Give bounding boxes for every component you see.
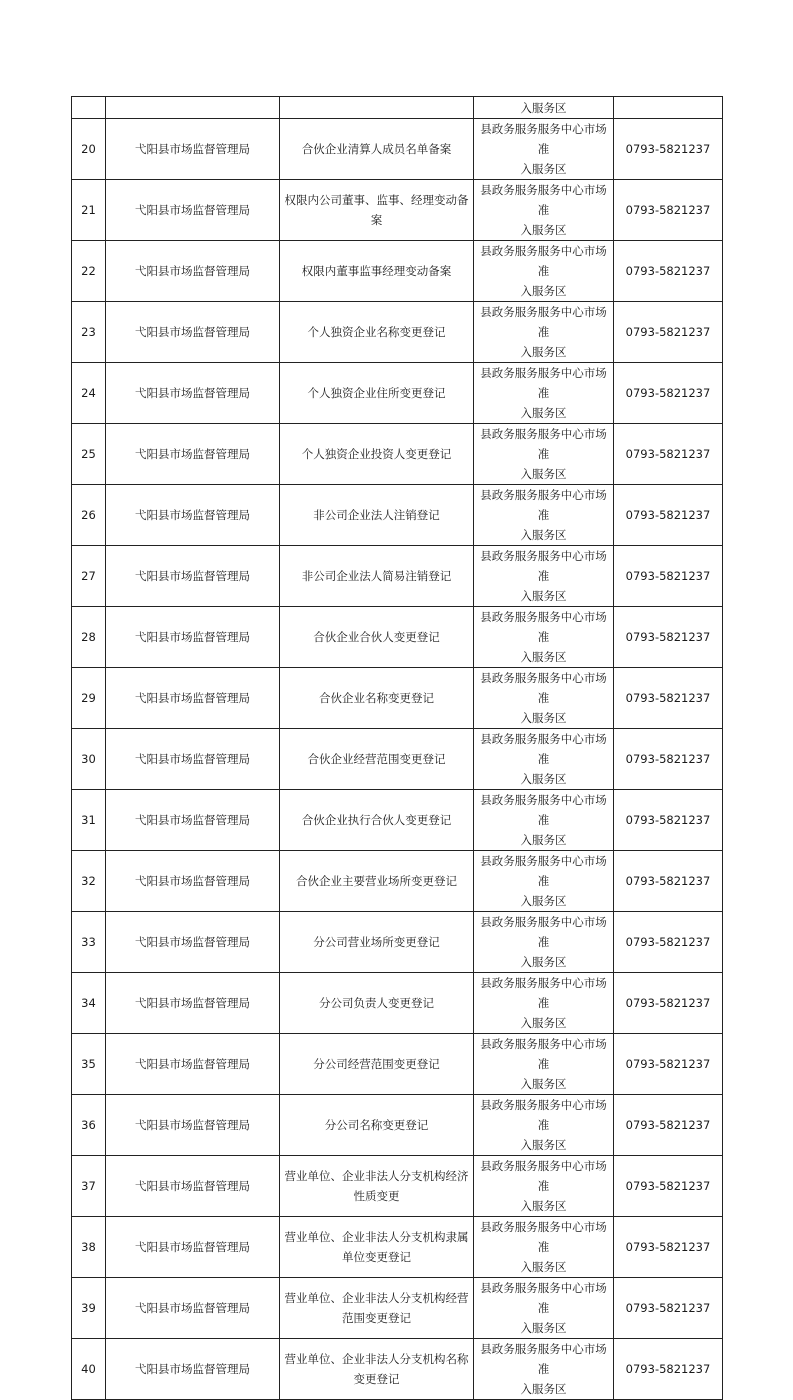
cell-item: 合伙企业合伙人变更登记 <box>280 607 474 668</box>
cell-item: 合伙企业名称变更登记 <box>280 668 474 729</box>
location-line-2: 入服务区 <box>520 894 567 908</box>
table-row <box>72 1217 723 1278</box>
cell-dept: 弋阳县市场监督管理局 <box>106 1339 280 1400</box>
cell-location <box>474 363 614 424</box>
location-line-2: 入服务区 <box>520 589 567 603</box>
cell-item: 合伙企业主要营业场所变更登记 <box>280 851 474 912</box>
cell-num: 26 <box>72 485 106 546</box>
location-line-1: 县政务服务服务中心市场准 <box>480 1098 607 1132</box>
location-line-2: 入服务区 <box>520 162 567 176</box>
cell-item: 合伙企业执行合伙人变更登记 <box>280 790 474 851</box>
cell-dept: 弋阳县市场监督管理局 <box>106 119 280 180</box>
location-line-2: 入服务区 <box>520 223 567 237</box>
cell-phone: 0793-5821237 <box>614 302 723 363</box>
cell-dept: 弋阳县市场监督管理局 <box>106 180 280 241</box>
location-line-1: 县政务服务服务中心市场准 <box>480 610 607 644</box>
cell-location <box>474 1034 614 1095</box>
cell-location <box>474 302 614 363</box>
table-row <box>72 790 723 851</box>
location-line-2: 入服务区 <box>520 955 567 969</box>
cell-item: 合伙企业清算人成员名单备案 <box>280 119 474 180</box>
location-line-1: 县政务服务服务中心市场准 <box>480 427 607 461</box>
table-row <box>72 241 723 302</box>
cell-phone: 0793-5821237 <box>614 424 723 485</box>
location-line-2: 入服务区 <box>520 650 567 664</box>
location-line-2: 入服务区 <box>520 1199 567 1213</box>
cell-phone: 0793-5821237 <box>614 1217 723 1278</box>
cell-phone: 0793-5821237 <box>614 485 723 546</box>
cell-dept: 弋阳县市场监督管理局 <box>106 912 280 973</box>
cell-dept: 弋阳县市场监督管理局 <box>106 485 280 546</box>
table-row <box>72 485 723 546</box>
location-line-2: 入服务区 <box>520 772 567 786</box>
cell-num: 37 <box>72 1156 106 1217</box>
cell-item <box>280 97 474 119</box>
location-line-1: 县政务服务服务中心市场准 <box>480 305 607 339</box>
table-row <box>72 668 723 729</box>
cell-phone: 0793-5821237 <box>614 119 723 180</box>
location-line-2: 入服务区 <box>520 1138 567 1152</box>
cell-dept: 弋阳县市场监督管理局 <box>106 729 280 790</box>
location-line-2: 入服务区 <box>520 345 567 359</box>
table-row <box>72 1034 723 1095</box>
cell-location <box>474 1156 614 1217</box>
cell-num: 36 <box>72 1095 106 1156</box>
cell-dept: 弋阳县市场监督管理局 <box>106 851 280 912</box>
table-row <box>72 302 723 363</box>
location-line-2: 入服务区 <box>520 1016 567 1030</box>
location-line-1: 县政务服务服务中心市场准 <box>480 915 607 949</box>
table-row <box>72 119 723 180</box>
table-body <box>72 97 723 1400</box>
cell-location <box>474 1278 614 1339</box>
cell-dept <box>106 97 280 119</box>
cell-dept: 弋阳县市场监督管理局 <box>106 546 280 607</box>
cell-item: 营业单位、企业非法人分支机构经营范围变更登记 <box>280 1278 474 1339</box>
cell-num: 35 <box>72 1034 106 1095</box>
cell-dept: 弋阳县市场监督管理局 <box>106 668 280 729</box>
table-row <box>72 1278 723 1339</box>
cell-location <box>474 1095 614 1156</box>
cell-item: 非公司企业法人注销登记 <box>280 485 474 546</box>
cell-dept: 弋阳县市场监督管理局 <box>106 1217 280 1278</box>
cell-phone: 0793-5821237 <box>614 607 723 668</box>
cell-phone: 0793-5821237 <box>614 851 723 912</box>
location-line-1: 县政务服务服务中心市场准 <box>480 183 607 217</box>
cell-location <box>474 607 614 668</box>
location-line-2: 入服务区 <box>520 833 567 847</box>
cell-num: 33 <box>72 912 106 973</box>
location-line-2: 入服务区 <box>520 711 567 725</box>
table-row <box>72 1095 723 1156</box>
location-line-1: 县政务服务服务中心市场准 <box>480 244 607 278</box>
cell-num: 25 <box>72 424 106 485</box>
cell-dept: 弋阳县市场监督管理局 <box>106 790 280 851</box>
cell-dept: 弋阳县市场监督管理局 <box>106 1095 280 1156</box>
cell-item: 个人独资企业投资人变更登记 <box>280 424 474 485</box>
cell-location <box>474 119 614 180</box>
cell-dept: 弋阳县市场监督管理局 <box>106 302 280 363</box>
location-line-1: 县政务服务服务中心市场准 <box>480 1037 607 1071</box>
cell-dept: 弋阳县市场监督管理局 <box>106 1278 280 1339</box>
cell-phone: 0793-5821237 <box>614 1278 723 1339</box>
cell-num: 21 <box>72 180 106 241</box>
cell-phone: 0793-5821237 <box>614 1034 723 1095</box>
cell-num: 28 <box>72 607 106 668</box>
location-line-2: 入服务区 <box>520 284 567 298</box>
location-line-2: 入服务区 <box>520 1077 567 1091</box>
cell-phone: 0793-5821237 <box>614 241 723 302</box>
cell-dept: 弋阳县市场监督管理局 <box>106 1034 280 1095</box>
cell-item: 分公司名称变更登记 <box>280 1095 474 1156</box>
location-line-1: 县政务服务服务中心市场准 <box>480 793 607 827</box>
cell-phone: 0793-5821237 <box>614 1095 723 1156</box>
cell-location <box>474 180 614 241</box>
location-line-1: 县政务服务服务中心市场准 <box>480 732 607 766</box>
cell-phone: 0793-5821237 <box>614 180 723 241</box>
table-row <box>72 1156 723 1217</box>
cell-item: 分公司经营范围变更登记 <box>280 1034 474 1095</box>
location-line-1: 县政务服务服务中心市场准 <box>480 1159 607 1193</box>
cell-num: 22 <box>72 241 106 302</box>
cell-item: 权限内董事监事经理变动备案 <box>280 241 474 302</box>
cell-item: 营业单位、企业非法人分支机构隶属单位变更登记 <box>280 1217 474 1278</box>
cell-location <box>474 546 614 607</box>
location-line-1: 县政务服务服务中心市场准 <box>480 549 607 583</box>
cell-num: 24 <box>72 363 106 424</box>
cell-phone: 0793-5821237 <box>614 363 723 424</box>
location-line-2: 入服务区 <box>520 406 567 420</box>
cell-location <box>474 729 614 790</box>
cell-num: 29 <box>72 668 106 729</box>
cell-location <box>474 912 614 973</box>
cell-dept: 弋阳县市场监督管理局 <box>106 363 280 424</box>
cell-location <box>474 424 614 485</box>
cell-location <box>474 241 614 302</box>
location-line-1: 县政务服务服务中心市场准 <box>480 488 607 522</box>
location-line-1: 县政务服务服务中心市场准 <box>480 1220 607 1254</box>
cell-phone: 0793-5821237 <box>614 1156 723 1217</box>
cell-item: 分公司营业场所变更登记 <box>280 912 474 973</box>
location-line-2: 入服务区 <box>520 1260 567 1274</box>
cell-location <box>474 485 614 546</box>
cell-item: 合伙企业经营范围变更登记 <box>280 729 474 790</box>
cell-item: 非公司企业法人简易注销登记 <box>280 546 474 607</box>
cell-phone: 0793-5821237 <box>614 1339 723 1400</box>
cell-num: 20 <box>72 119 106 180</box>
location-line-1: 县政务服务服务中心市场准 <box>480 122 607 156</box>
cell-location: 入服务区 <box>474 97 614 119</box>
cell-dept: 弋阳县市场监督管理局 <box>106 973 280 1034</box>
location-line-1: 县政务服务服务中心市场准 <box>480 976 607 1010</box>
cell-location <box>474 790 614 851</box>
cell-num <box>72 97 106 119</box>
service-items-table <box>71 96 723 1400</box>
cell-num: 32 <box>72 851 106 912</box>
table-row <box>72 1339 723 1400</box>
cell-dept: 弋阳县市场监督管理局 <box>106 607 280 668</box>
table-row <box>72 607 723 668</box>
cell-num: 34 <box>72 973 106 1034</box>
cell-num: 38 <box>72 1217 106 1278</box>
location-line-2: 入服务区 <box>520 528 567 542</box>
cell-num: 30 <box>72 729 106 790</box>
cell-item: 营业单位、企业非法人分支机构经济性质变更 <box>280 1156 474 1217</box>
cell-item: 分公司负责人变更登记 <box>280 973 474 1034</box>
cell-location <box>474 973 614 1034</box>
location-line-2: 入服务区 <box>520 1382 567 1396</box>
cell-phone: 0793-5821237 <box>614 668 723 729</box>
cell-dept: 弋阳县市场监督管理局 <box>106 1156 280 1217</box>
table-row <box>72 363 723 424</box>
cell-location <box>474 1339 614 1400</box>
cell-num: 40 <box>72 1339 106 1400</box>
table-row <box>72 851 723 912</box>
location-line-1: 县政务服务服务中心市场准 <box>480 854 607 888</box>
location-line-1: 县政务服务服务中心市场准 <box>480 1281 607 1315</box>
table-row <box>72 729 723 790</box>
cell-location <box>474 851 614 912</box>
cell-num: 31 <box>72 790 106 851</box>
table-row <box>72 180 723 241</box>
cell-dept: 弋阳县市场监督管理局 <box>106 241 280 302</box>
location-line-2: 入服务区 <box>520 1321 567 1335</box>
cell-dept: 弋阳县市场监督管理局 <box>106 424 280 485</box>
cell-phone: 0793-5821237 <box>614 546 723 607</box>
cell-num: 23 <box>72 302 106 363</box>
continued-row <box>72 97 723 119</box>
cell-phone <box>614 97 723 119</box>
cell-phone: 0793-5821237 <box>614 973 723 1034</box>
location-line-1: 县政务服务服务中心市场准 <box>480 366 607 400</box>
cell-location <box>474 668 614 729</box>
table-row <box>72 424 723 485</box>
cell-item: 权限内公司董事、监事、经理变动备案 <box>280 180 474 241</box>
table-row <box>72 546 723 607</box>
location-line-1: 县政务服务服务中心市场准 <box>480 1342 607 1376</box>
cell-num: 27 <box>72 546 106 607</box>
cell-phone: 0793-5821237 <box>614 729 723 790</box>
cell-num: 39 <box>72 1278 106 1339</box>
cell-item: 个人独资企业名称变更登记 <box>280 302 474 363</box>
location-line-1: 县政务服务服务中心市场准 <box>480 671 607 705</box>
cell-phone: 0793-5821237 <box>614 790 723 851</box>
table-row <box>72 973 723 1034</box>
table-row <box>72 912 723 973</box>
cell-phone: 0793-5821237 <box>614 912 723 973</box>
location-line-2: 入服务区 <box>520 467 567 481</box>
cell-location <box>474 1217 614 1278</box>
cell-item: 个人独资企业住所变更登记 <box>280 363 474 424</box>
cell-item: 营业单位、企业非法人分支机构名称变更登记 <box>280 1339 474 1400</box>
